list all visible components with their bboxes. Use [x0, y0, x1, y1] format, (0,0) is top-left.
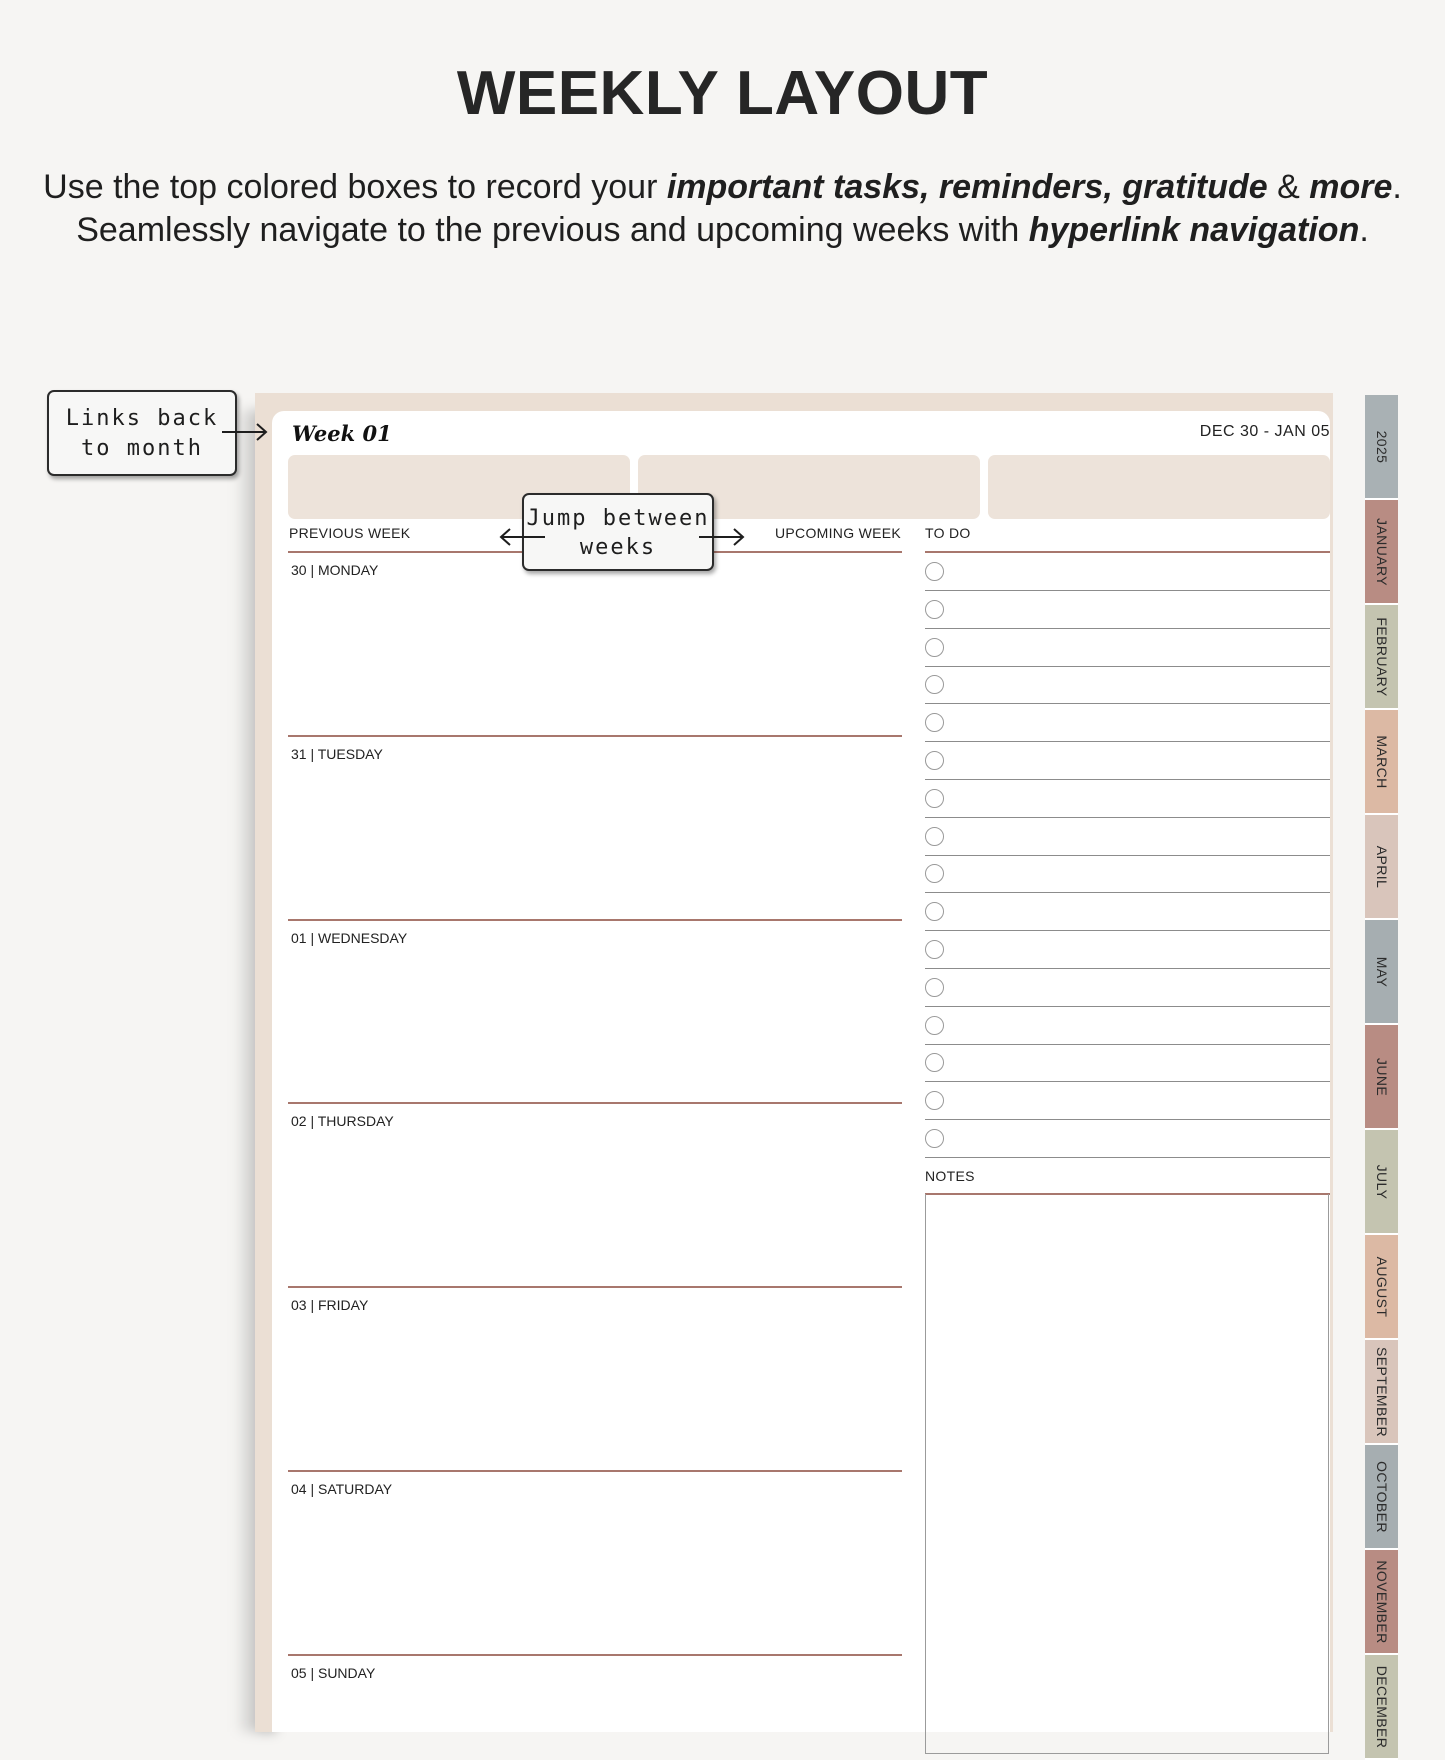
todo-line[interactable]	[925, 930, 1330, 931]
todo-checkbox[interactable]	[925, 789, 944, 808]
tab-label: MAY	[1373, 956, 1390, 987]
todo-checkbox[interactable]	[925, 827, 944, 846]
todo-checkbox[interactable]	[925, 751, 944, 770]
callout-text: Links back	[65, 406, 219, 431]
tab-label: APRIL	[1373, 845, 1390, 888]
todo-line[interactable]	[925, 1119, 1330, 1120]
tab-august[interactable]	[1365, 1235, 1398, 1340]
subtitle-line-2	[0, 209, 1445, 252]
tab-label: DECEMBER	[1373, 1665, 1390, 1748]
week-title: Week 01	[292, 421, 392, 446]
todo-line[interactable]	[925, 855, 1330, 856]
day-label-saturday: 04 | SATURDAY	[291, 1481, 393, 1497]
day-label-wednesday: 01 | WEDNESDAY	[291, 930, 408, 946]
tab-september[interactable]	[1365, 1340, 1398, 1445]
day-label-thursday: 02 | THURSDAY	[291, 1113, 394, 1129]
subtitle-text: .	[1392, 168, 1402, 206]
tab-2025[interactable]	[1365, 395, 1398, 500]
tab-july[interactable]	[1365, 1130, 1398, 1235]
todo-line[interactable]	[925, 741, 1330, 742]
callout-links-back-to-month	[47, 390, 237, 476]
todo-checkbox[interactable]	[925, 978, 944, 997]
todo-line[interactable]	[925, 817, 1330, 818]
tab-label: SEPTEMBER	[1373, 1346, 1390, 1437]
day-divider	[288, 1286, 902, 1288]
todo-line[interactable]	[925, 628, 1330, 629]
todo-line[interactable]	[925, 968, 1330, 969]
subtitle-emphasis: more	[1309, 168, 1393, 206]
subtitle-text: &	[1267, 168, 1310, 206]
subtitle-line-1	[0, 166, 1445, 209]
subtitle-emphasis: hyperlink navigation	[1028, 211, 1360, 249]
page-title: WEEKLY LAYOUT	[456, 59, 989, 128]
day-divider	[288, 919, 902, 921]
callout-jump-between-weeks	[522, 493, 714, 571]
upcoming-week-link[interactable]: UPCOMING WEEK	[775, 525, 902, 541]
tab-december[interactable]	[1365, 1655, 1398, 1760]
todo-line[interactable]	[925, 1081, 1330, 1082]
day-divider	[288, 735, 902, 737]
tab-may[interactable]	[1365, 920, 1398, 1025]
tab-label: FEBRUARY	[1373, 616, 1390, 697]
subtitle-text: Use the top colored boxes to record your	[43, 168, 667, 206]
day-divider	[288, 1654, 902, 1656]
tab-label: JULY	[1373, 1164, 1390, 1199]
tab-label: JANUARY	[1373, 517, 1390, 586]
notes-label: NOTES	[925, 1168, 975, 1184]
tab-march[interactable]	[1365, 710, 1398, 815]
top-box-3[interactable]	[988, 455, 1330, 519]
todo-line[interactable]	[925, 1006, 1330, 1007]
day-divider	[288, 1470, 902, 1472]
tab-june[interactable]	[1365, 1025, 1398, 1130]
todo-line[interactable]	[925, 1044, 1330, 1045]
todo-checkbox[interactable]	[925, 1129, 944, 1148]
tab-april[interactable]	[1365, 815, 1398, 920]
page-subtitle	[0, 166, 1445, 252]
todo-line[interactable]	[925, 1157, 1330, 1158]
tab-label: OCTOBER	[1373, 1460, 1390, 1533]
notes-area[interactable]	[925, 1194, 1329, 1754]
tab-november[interactable]	[1365, 1550, 1398, 1655]
tab-label: NOVEMBER	[1373, 1559, 1390, 1644]
todo-line[interactable]	[925, 892, 1330, 893]
callout-text: to month	[81, 436, 203, 461]
arrow-left-icon	[497, 525, 547, 549]
day-divider	[288, 1102, 902, 1104]
callout-text: weeks	[579, 535, 657, 560]
previous-week-link[interactable]: PREVIOUS WEEK	[289, 525, 411, 541]
callout-text: Jump between	[526, 506, 710, 531]
arrow-right-icon	[697, 525, 747, 549]
day-label-sunday: 05 | SUNDAY	[291, 1665, 376, 1681]
subtitle-emphasis: important tasks, reminders, gratitude	[666, 168, 1268, 206]
todo-line[interactable]	[925, 703, 1330, 704]
day-label-tuesday: 31 | TUESDAY	[291, 746, 383, 762]
todo-line[interactable]	[925, 590, 1330, 591]
tab-october[interactable]	[1365, 1445, 1398, 1550]
day-label-monday: 30 | MONDAY	[291, 562, 379, 578]
todo-top-rule	[925, 551, 1330, 553]
tab-label: JUNE	[1373, 1057, 1390, 1096]
todo-checkbox[interactable]	[925, 600, 944, 619]
date-range: DEC 30 - JAN 05	[1199, 423, 1330, 440]
subtitle-text: .	[1359, 211, 1369, 249]
tab-label: MARCH	[1373, 734, 1390, 789]
tab-label: AUGUST	[1373, 1256, 1390, 1317]
subtitle-text: Seamlessly navigate to the previous and upcoming weeks with	[76, 211, 1029, 249]
tab-january[interactable]	[1365, 500, 1398, 605]
day-label-friday: 03 | FRIDAY	[291, 1297, 369, 1313]
tab-label: 2025	[1373, 430, 1390, 463]
todo-checkbox[interactable]	[925, 562, 944, 581]
arrow-right-icon	[220, 420, 270, 444]
tab-february[interactable]	[1365, 605, 1398, 710]
todo-line[interactable]	[925, 666, 1330, 667]
todo-checkbox[interactable]	[925, 1016, 944, 1035]
todo-label: TO DO	[925, 525, 971, 541]
todo-line[interactable]	[925, 779, 1330, 780]
todo-checkbox[interactable]	[925, 940, 944, 959]
todo-checkbox[interactable]	[925, 638, 944, 657]
